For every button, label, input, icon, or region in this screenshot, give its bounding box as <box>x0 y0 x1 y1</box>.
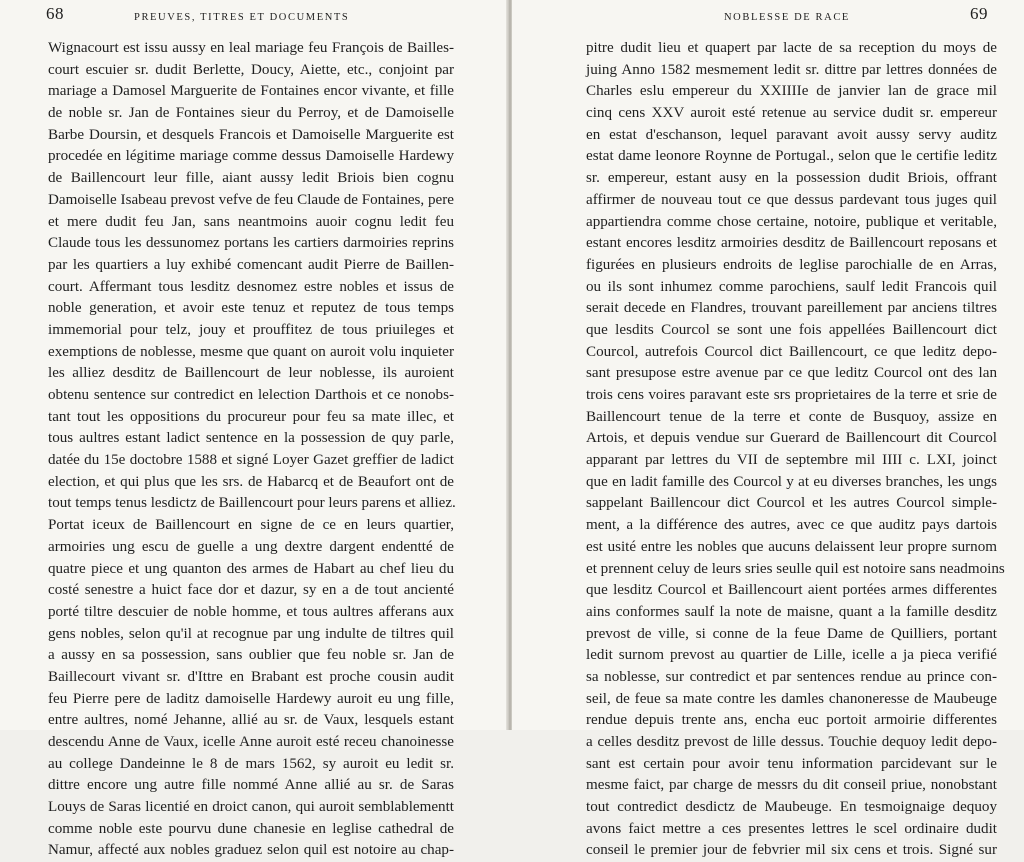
text-line: ou ils sont inhumez comme parochiens, saulf ledit Francois quil <box>586 278 997 295</box>
text-line: a celles desditz prevost de lille dessus. Touchie dequoy ledit depo- <box>586 734 997 750</box>
text-line: gens nobles, selon qu'il at recognue par ung indulte de tiltres quil <box>48 625 454 642</box>
text-line: tout temps tenus lesdictz de Baillencourt pour leurs parens et alliez. <box>48 495 456 512</box>
text-line: sa noblesse, sur contredict et par sentences rendue au prince con- <box>586 668 997 685</box>
text-line: obtenu sentence sur contredict en lelection Darthois et ce nonobs- <box>48 387 454 403</box>
running-head-left: PREUVES, TITRES ET DOCUMENTS <box>134 12 350 23</box>
text-line: court. Affermant tous lesditz desnomez estre nobles et issus de <box>48 278 454 295</box>
text-line: Barbe Doursin, et desquels Francois et Damoiselle Marguerite est <box>48 126 454 143</box>
text-line: est usité entre les nobles que aucuns delaissent leur propre surnom <box>586 538 997 555</box>
text-line: de noble sr. Jan de Fontaines sieur du Perroy, et de Damoiselle <box>48 105 454 122</box>
right-page <box>512 0 1024 859</box>
left-page <box>0 0 508 859</box>
text-line: exemptions de noblesse, mesme que quant on auroit volu inquieter <box>48 343 454 360</box>
text-line: au college Dandeinne le 8 de mars 1562, sy auroit eu ledit sr. <box>48 755 454 772</box>
text-line: Claude tous les dessunomez portans les cartiers darmoiries reprins <box>48 235 454 252</box>
text-line: affirmer de nouveau tout ce que dessus pardevant tous juges quil <box>586 191 997 208</box>
text-column-right <box>586 38 1005 862</box>
text-line: apparant par lettres du VII de septembre mil IIII c. LXI, joinct <box>586 452 997 469</box>
text-line: et prennent celuy de leurs sries seulle quil est notoire sans neadmoins <box>586 560 1005 577</box>
text-line: tous aultres estant ladict sentence en la possession de quy parle, <box>48 430 454 447</box>
text-line: ains conformes saulf la note de maisne, quant a la famille desditz <box>586 603 997 620</box>
text-line: immemorial pour telz, jouy et prouffitez de tous priuileges et <box>48 321 454 338</box>
text-line: Louys de Saras licentié en droict canon, qui auroit semblablementt <box>48 799 454 816</box>
text-line: avons faict mettre a ces presentes lettres le scel ordinaire dudit <box>586 820 997 837</box>
text-line: porté tiltre descuier de noble homme, et tous aultres afferans aux <box>48 603 454 620</box>
text-line: que lesdits Courcol se sont une fois appellées Baillencourt dict <box>586 321 997 338</box>
text-line: tant tout les oppositions du procureur pour feu sa mate illec, et <box>48 408 454 425</box>
text-line: ledit surnom prevost au quartier de Lille, icelle a ja pieca verifié <box>586 647 997 664</box>
text-line: Courcol, autrefois Courcol dict Baillencourt, ce que leditz depo- <box>586 343 997 360</box>
text-line: trois cens voires paravant este srs proprietaires de la terre et srie de <box>586 387 997 403</box>
text-line: Portat iceux de Baillencourt en signe de ce en leurs quartier, <box>48 517 454 534</box>
text-line: les alliez desditz de Baillencourt de leur noblesse, ils auroient <box>48 365 454 382</box>
text-line: estant encores lesditz armoiries desditz de Baillencourt reposans et <box>586 235 997 252</box>
text-line: Damoiselle Isabeau prevost vefve de feu Claude de Fontaines, pere <box>48 191 454 208</box>
text-line: que lesditz Courcol et Baillencourt aient portées armes differentes <box>586 582 997 599</box>
text-line: estat dame leonore Roynne de Portugal., selon que le certifie leditz <box>586 148 997 165</box>
text-line: en estat d'eschanson, lequel paravant avoit aussy servy auditz <box>586 126 997 143</box>
text-line: Charles eslu empereur du XXIIIIe de janvier lan de grace mil <box>586 83 997 100</box>
text-line: juing Anno 1582 mesmement ledit sr. dittre par lettres données de <box>586 61 997 78</box>
text-line: et mere dudit feu Jan, sans neantmoins auoir cognu ledit feu <box>48 213 454 230</box>
text-line: tout contredict desdictz de Maubeuge. En tesmoignaige dequoy <box>586 799 997 816</box>
text-line: prevost de ville, si conne de la feue Dame de Quilliers, portant <box>586 625 997 642</box>
text-line: feu Pierre pere de laditz damoiselle Hardewy auroit eu ung fille, <box>48 690 454 707</box>
text-line: de Baillencourt leur fille, aiant aussy ledit Briois bien cognu <box>48 170 454 187</box>
text-line: appartiendra comme chose certaine, notoire, publique et veritable, <box>586 213 997 230</box>
text-line: sant presupose estre avenue par ce que leditz Courcol ont des lan <box>586 365 997 382</box>
text-line: election, et qui plus que les srs. de Habarcq et de Beaufort ont de <box>48 473 454 490</box>
text-line: ment, a la différence des autres, avec ce que auditz pays dartois <box>586 517 997 534</box>
text-line: datée du 15e doctobre 1588 et signé Loyer Gazet greffier de ladict <box>48 452 454 469</box>
text-line: court escuier sr. dudit Berlette, Doucy, Aiette, etc., conjoint par <box>48 61 454 78</box>
text-line: Baillecourt vivant sr. d'Ittre en Brabant est proche cousin audit <box>48 668 454 685</box>
text-line: procedée en légitime mariage comme dessus Damoiselle Hardewy <box>48 148 454 165</box>
page-number-left: 68 <box>46 4 64 23</box>
text-line: sant est certain pour avoir tenu information parcidevant sur le <box>586 755 997 772</box>
text-line: Wignacourt est issu aussy en leal mariage feu François de Bailles- <box>48 40 454 56</box>
text-line: mariage a Damosel Marguerite de Fontaines encor vivante, et fille <box>48 83 454 100</box>
text-line: seil, de feue sa mate contre les damles chanoneresse de Maubeuge <box>586 690 997 707</box>
text-line: serait decede en Flandres, trouvant pareillement par anciens tiltres <box>586 300 997 317</box>
text-line: figurées en plusieurs endroits de leglise parochialle de en Arras, <box>586 256 997 273</box>
text-line: que en ladit famille des Courcol y at eu diverses branches, les ungs <box>586 473 997 490</box>
text-line: cinq cens XXV auroit esté retenue au service dudit sr. empereur <box>586 105 997 122</box>
text-line: a aussy en sa possession, sans oublier que feu noble sr. Jan de <box>48 647 454 664</box>
text-line: conseil le premier jour de febvrier mil six cens et trois. Signé sur <box>586 842 997 859</box>
text-line: quatre piece et ung quanton des armes de Habart au chef lieu du <box>48 560 454 577</box>
text-column-left <box>48 38 454 862</box>
text-line: mesme faict, par charge de messrs du dit conseil priue, nonobstant <box>586 777 997 794</box>
text-line: pitre dudit lieu et quapert par lacte de sa reception du moys de <box>586 40 997 56</box>
text-line: Artois, et depuis vendue sur Guerard de Baillencourt dit Courcol <box>586 430 997 447</box>
text-line: rendue depuis trente ans, encha euc portoit armoirie differentes <box>586 712 997 729</box>
text-line: armoiries ung escu de guelle a ung dextre dargent endentté de <box>48 538 454 555</box>
text-line: costé senestre a huict face dor et dazur, sy en a de tout ancienté <box>48 582 454 599</box>
text-line: comme noble este pourvu dune chanesie en leglise cathedral de <box>48 820 454 837</box>
page-number-right: 69 <box>970 4 988 23</box>
text-line: entre aultres, nomé Jehanne, allié au sr. de Vaux, lesquels estant <box>48 712 454 729</box>
text-line: sr. empereur, estant ausy en la possession dudit Briois, offrant <box>586 170 997 187</box>
text-line: dittre encore ung autre fille nommé Anne allié au sr. de Saras <box>48 777 454 794</box>
running-head-right: NOBLESSE DE RACE <box>724 12 850 23</box>
text-line: Baillencourt tenue de la terre et conte de Busquoy, assize en <box>586 408 997 425</box>
text-line: par les quartiers a luy exhibé comencant audit Pierre de Baillen- <box>48 256 454 273</box>
text-line: sappelant Baillencour dict Courcol et les autres Courcol simple- <box>586 495 997 512</box>
text-line: descendu Anne de Vaux, icelle Anne auroit esté receu chanoinesse <box>48 734 454 750</box>
text-line: noble generation, et avoir este tenuz et reputez de tous temps <box>48 300 454 317</box>
text-line: Namur, affecté aux nobles graduez selon quil est notoire au chap- <box>48 842 454 859</box>
